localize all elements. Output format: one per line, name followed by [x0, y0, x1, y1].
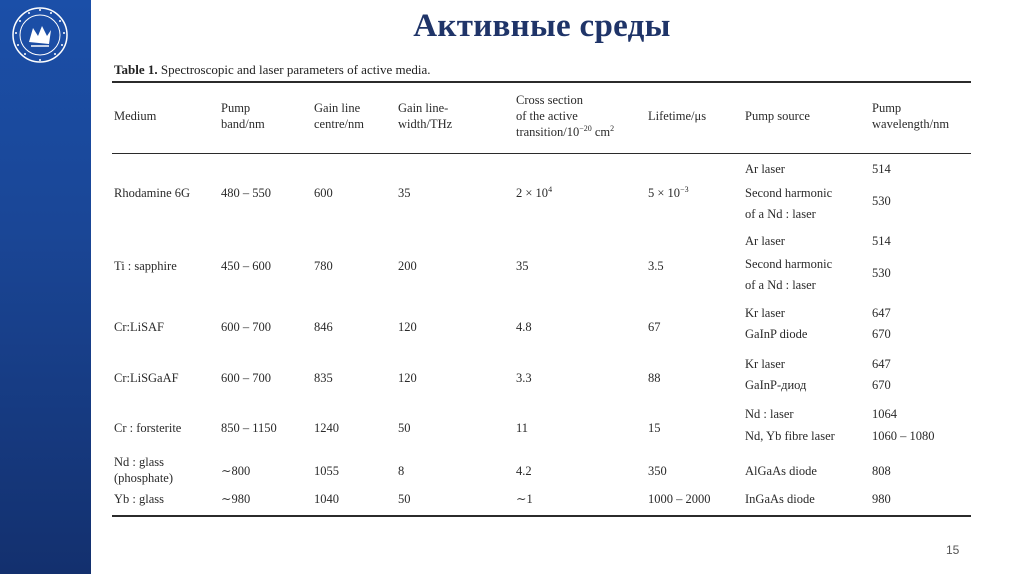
header-cross-l3b: cm [591, 125, 611, 139]
row-3-source-1: Kr laser [745, 357, 785, 371]
row-2-wavelength-2: 670 [872, 327, 891, 341]
header-cross-l1: Cross section [516, 93, 584, 107]
row-6-medium: Yb : glass [114, 492, 164, 506]
row-3-cross: 3.3 [516, 371, 532, 385]
row-0-life [648, 185, 689, 201]
row-4-life: 15 [648, 421, 661, 435]
row-0-width: 35 [398, 186, 411, 200]
row-0-source-1: Ar laser [745, 162, 785, 176]
row-1-source-2: Second harmonic of a Nd : laser [745, 257, 833, 292]
row-4-medium: Cr : forsterite [114, 421, 182, 435]
row-2-medium: Cr:LiSAF [114, 320, 165, 334]
row-4-wavelength-1: 1064 [872, 407, 897, 421]
table-caption-text: Spectroscopic and laser parameters of active media. [160, 62, 431, 77]
row-5-centre: 1055 [314, 464, 339, 478]
row-2-width: 120 [398, 320, 417, 334]
row-6-source-1: InGaAs diode [745, 492, 815, 506]
row-4-width: 50 [398, 421, 411, 435]
row-0-cross [516, 185, 552, 201]
row-5-width: 8 [398, 464, 405, 478]
header-cross-l2: of the active [516, 109, 578, 123]
table-caption-label: Table 1. [114, 62, 158, 77]
row-3-life: 88 [648, 371, 661, 385]
row-3-medium: Cr:LiSGaAF [114, 371, 179, 385]
row-3-source-2: GaInP-диод [745, 378, 807, 392]
row-2-wavelength-1: 647 [872, 306, 891, 320]
row-1-cross: 35 [516, 259, 529, 273]
header-medium: Medium [114, 109, 157, 123]
row-1-wavelength-1: 514 [872, 234, 891, 248]
row-3-centre: 835 [314, 371, 333, 385]
table-header-rule [112, 153, 971, 154]
table-top-rule [112, 81, 971, 83]
row-1-band: 450 – 600 [221, 259, 271, 273]
row-5-band: ∼800 [221, 464, 251, 478]
header-gain-width: Gain line- width/THz [398, 101, 453, 131]
row-6-width: 50 [398, 492, 411, 506]
row-3-band: 600 – 700 [221, 371, 271, 385]
row-0-cross-base: 2 × 10 [516, 186, 549, 200]
row-4-source-2: Nd, Yb fibre laser [745, 429, 835, 443]
row-3-wavelength-2: 670 [872, 378, 891, 392]
header-gain-centre: Gain line centre/nm [314, 101, 364, 131]
row-6-wavelength-1: 980 [872, 492, 891, 506]
table-bottom-rule [112, 515, 971, 517]
row-0-cross-exp: 4 [548, 185, 553, 194]
row-0-medium: Rhodamine 6G [114, 186, 191, 200]
row-0-band: 480 – 550 [221, 186, 271, 200]
row-0-life-base: 5 × 10 [648, 186, 681, 200]
slide-title: Активные среды [413, 8, 671, 44]
row-1-wavelength-2: 530 [872, 266, 891, 280]
row-5-medium: Nd : glass (phosphate) [114, 455, 174, 485]
row-1-medium: Ti : sapphire [114, 259, 177, 273]
row-4-band: 850 – 1150 [221, 421, 277, 435]
row-0-wavelength-1: 514 [872, 162, 891, 176]
row-6-band: ∼980 [221, 492, 251, 506]
row-0-source-2: Second harmonic of a Nd : laser [745, 186, 833, 221]
header-cross-section [516, 92, 614, 140]
header-lifetime: Lifetime/μs [648, 109, 707, 123]
row-4-cross: 11 [516, 421, 529, 435]
row-5-source-1: AlGaAs diode [745, 464, 817, 478]
row-1-source-1: Ar laser [745, 234, 785, 248]
row-4-centre: 1240 [314, 421, 339, 435]
row-1-centre: 780 [314, 259, 333, 273]
header-pump-source: Pump source [745, 109, 810, 123]
row-2-cross: 4.8 [516, 320, 532, 334]
row-0-wavelength-2: 530 [872, 194, 891, 208]
row-5-wavelength-1: 808 [872, 464, 891, 478]
row-3-width: 120 [398, 371, 417, 385]
header-cross-exp2: 2 [610, 124, 615, 133]
row-6-centre: 1040 [314, 492, 339, 506]
row-2-centre: 846 [314, 320, 333, 334]
row-6-cross: ∼1 [516, 492, 533, 506]
row-2-life: 67 [648, 320, 661, 334]
table-caption [114, 62, 430, 78]
row-0-life-exp: −3 [680, 185, 689, 194]
row-4-wavelength-2: 1060 – 1080 [872, 429, 935, 443]
row-4-source-1: Nd : laser [745, 407, 794, 421]
row-2-band: 600 – 700 [221, 320, 271, 334]
row-6-life: 1000 – 2000 [648, 492, 711, 506]
row-2-source-1: Kr laser [745, 306, 785, 320]
row-1-width: 200 [398, 259, 417, 273]
header-pump-band: Pump band/nm [221, 101, 265, 131]
page-number: 15 [946, 543, 960, 557]
sidebar-band [0, 0, 91, 574]
header-cross-l3a: transition/10 [516, 125, 580, 139]
row-5-life: 350 [648, 464, 667, 478]
row-5-cross: 4.2 [516, 464, 532, 478]
header-cross-exp: −20 [579, 124, 592, 133]
row-2-source-2: GaInP diode [745, 327, 808, 341]
row-1-life: 3.5 [648, 259, 664, 273]
header-pump-wavelength: Pump wavelength/nm [872, 101, 950, 131]
row-3-wavelength-1: 647 [872, 357, 891, 371]
row-0-centre: 600 [314, 186, 333, 200]
